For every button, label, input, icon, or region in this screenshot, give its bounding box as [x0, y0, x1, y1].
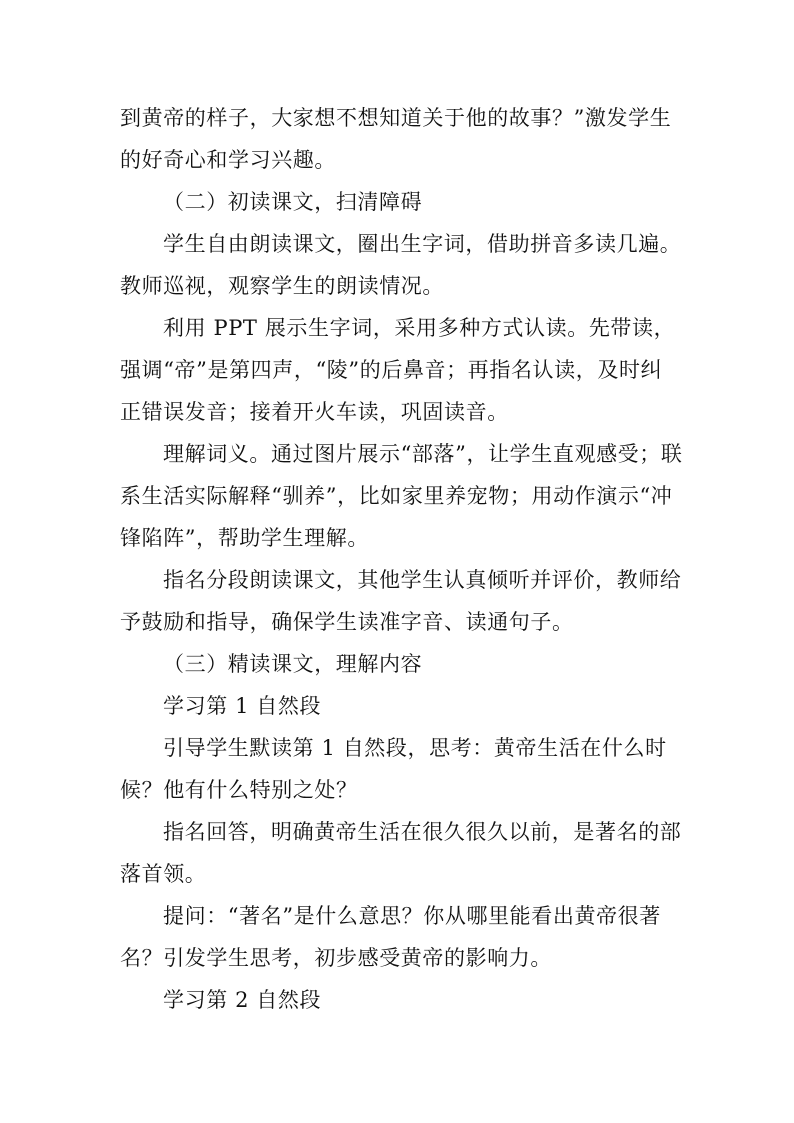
- text-line: 指名回答，明确黄帝生活在很久很久以前，是著名的部: [163, 820, 682, 844]
- section-heading-2: （二）初读课文，扫清障碍: [163, 190, 423, 214]
- text-line: 学生自由朗读课文，圈出生字词，借助拼音多读几遍。: [163, 232, 682, 256]
- text-line: 到黄帝的样子，大家想不想知道关于他的故事？”激发学生: [120, 106, 672, 130]
- text-line: 正错误发音；接着开火车读，巩固读音。: [120, 400, 509, 424]
- text-line: 落首领。: [120, 862, 207, 886]
- text-line: 系生活实际解释“驯养”，比如家里养宠物；用动作演示“冲: [120, 484, 673, 508]
- text-line: 强调“帝”是第四声，“陵”的后鼻音；再指名认读，及时纠: [120, 358, 663, 382]
- text-line: 候？他有什么特别之处？: [120, 778, 358, 802]
- text-line: 教师巡视，观察学生的朗读情况。: [120, 274, 444, 298]
- text-line: 名？引发学生思考，初步感受黄帝的影响力。: [120, 946, 552, 970]
- text-line: 锋陷阵”，帮助学生理解。: [120, 526, 369, 550]
- subheading-paragraph-1: 学习第 1 自然段: [163, 694, 322, 718]
- text-line: 指名分段朗读课文，其他学生认真倾听并评价，教师给: [163, 568, 682, 592]
- text-line: 利用 PPT 展示生字词，采用多种方式认读。先带读，: [163, 316, 676, 340]
- text-line: 提问：“著名”是什么意思？你从哪里能看出黄帝很著: [163, 904, 661, 928]
- text-line: 理解词义。通过图片展示“部落”，让学生直观感受；联: [163, 442, 683, 466]
- text-line: 予鼓励和指导，确保学生读准字音、读通句子。: [120, 610, 574, 634]
- section-heading-3: （三）精读课文，理解内容: [163, 652, 423, 676]
- subheading-paragraph-2: 学习第 2 自然段: [163, 988, 322, 1012]
- text-line: 的好奇心和学习兴趣。: [120, 148, 336, 172]
- text-line: 引导学生默读第 1 自然段，思考：黄帝生活在什么时: [163, 736, 667, 760]
